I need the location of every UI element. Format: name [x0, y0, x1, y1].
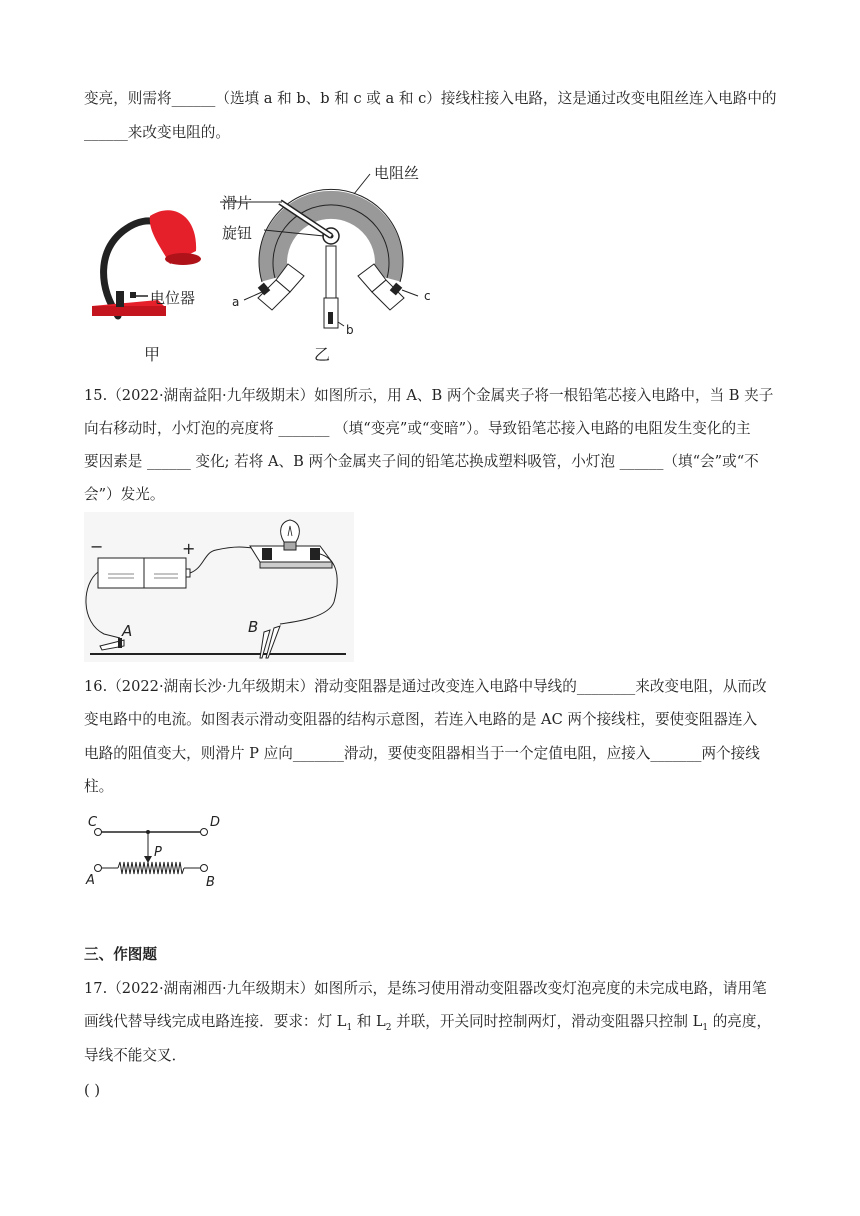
subscript-1b: 1	[702, 1022, 709, 1033]
q17-line-2d: 的亮度，	[708, 1013, 772, 1030]
q17-line-2a: 画线代替导线完成电路连接．要求：灯 L	[84, 1013, 347, 1030]
pencil-lead-circuit	[84, 512, 354, 662]
answer-blank: ( )	[84, 1082, 101, 1099]
q17-line-3: 导线不能交叉．	[84, 1047, 187, 1064]
q17-line-1: 17.（2022·湖南湘西·九年级期末）如图所示，是练习使用滑动变阻器改变灯泡亮度的未完成电路，请用笔	[84, 980, 767, 997]
slider-p-label: P	[154, 845, 162, 860]
q17-line-2c: 并联，开关同时控制两灯，滑动变阻器只控制 L	[391, 1013, 703, 1030]
desk-lamp-figure	[78, 196, 228, 376]
terminal-b-label: b	[346, 323, 354, 337]
q16-line-3: 电路的阻值变大，则滑片 P 应向_______滑动，要使变阻器相当于一个定值电阻，应接入_______两个接线	[84, 745, 760, 762]
potentiometer-label: 电位器	[150, 289, 196, 307]
knob-label: 旋钮	[222, 224, 253, 242]
subscript-1: 1	[346, 1022, 353, 1033]
terminal-c-label: c	[424, 289, 431, 303]
q15-line-2: 向右移动时，小灯泡的亮度将 _______ （填“变亮”或“变暗”）。导致铅笔芯接入电路的电阻发生变化的主	[84, 420, 751, 437]
section-title: 三、作图题	[84, 946, 157, 963]
potentiometer-diagram	[220, 158, 470, 368]
battery-minus-label: −	[90, 537, 104, 556]
clip-b-label: B	[248, 618, 259, 636]
figure-jia-caption: 甲	[144, 345, 161, 364]
terminal-a-label: A	[86, 873, 95, 888]
q16-line-2: 变电路中的电流。如图表示滑动变阻器的结构示意图，若连入电路的是 AC 两个接线柱，要使变阻器连入	[84, 711, 758, 728]
q15-line-3: 要因素是 ______ 变化; 若将 A、B 两个金属夹子间的铅笔芯换成塑料吸管，小灯泡 ______（填“会”或“不	[84, 453, 759, 470]
terminal-a-label: a	[232, 295, 240, 309]
subscript-2: 2	[385, 1022, 392, 1033]
q14-line-1: 变亮，则需将______（选填 a 和 b、b 和 c 或 a 和 c）接线柱接入电路，这是通过改变电阻丝连入电路中的	[84, 90, 777, 107]
figure-yi-caption: 乙	[314, 345, 331, 364]
terminal-d-label: D	[210, 815, 221, 830]
rheostat-diagram	[84, 810, 234, 890]
battery-plus-label: +	[182, 539, 196, 558]
terminal-c-label: C	[88, 815, 98, 830]
q16-line-4: 柱。	[84, 778, 114, 795]
terminal-b-label: B	[206, 875, 215, 890]
clip-a-label: A	[122, 622, 133, 640]
q16-line-1: 16.（2022·湖南长沙·九年级期末）滑动变阻器是通过改变连入电路中导线的________来改变电阻，从而改	[84, 678, 767, 695]
resistance-wire-label: 电阻丝	[374, 164, 420, 182]
q17-line-2b: 和 L	[352, 1013, 386, 1030]
slider-label: 滑片	[222, 194, 253, 212]
q15-line-4: 会”）发光。	[84, 486, 165, 503]
q17-line-2	[84, 1011, 771, 1039]
q15-line-1: 15.（2022·湖南益阳·九年级期末）如图所示，用 A、B 两个金属夹子将一根铅笔芯接入电路中，当 B 夹子	[84, 387, 774, 404]
q14-line-2: ______来改变电阻的。	[84, 124, 230, 141]
